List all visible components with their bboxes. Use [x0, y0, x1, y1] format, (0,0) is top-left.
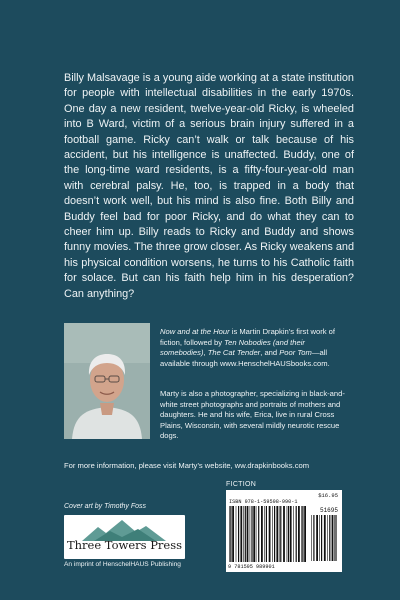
- ean-digits: 9 781595 989901: [228, 564, 275, 570]
- publisher-name: Three Towers Press: [66, 538, 183, 552]
- book-title-cat-tender: The Cat Tender: [207, 348, 261, 358]
- barcode-bar: [229, 506, 230, 562]
- barcode-bar: [261, 506, 263, 562]
- barcode-bar: [232, 506, 234, 562]
- barcode-bar: [258, 506, 259, 562]
- barcode-bar: [288, 506, 289, 562]
- bio-separator: ,: [203, 348, 208, 358]
- barcode-bar: [274, 506, 275, 562]
- barcode-bar: [335, 515, 336, 561]
- barcode-bar: [334, 515, 335, 561]
- barcode-bar: [240, 506, 242, 562]
- website-info: For more information, please visit Marty’s website, ww.drapkinbooks.com: [64, 461, 310, 470]
- barcode-bar: [266, 506, 267, 562]
- barcode-bar: [302, 506, 303, 562]
- bio-text-part: —all available through www.HenschelHAUSbooks.com.: [160, 348, 330, 368]
- barcode-bar: [304, 506, 306, 562]
- cover-art-credit: Cover art by Timothy Foss: [64, 503, 147, 510]
- book-title-now-and-at-the-hour: Now and at the Hour: [160, 327, 230, 336]
- author-photo: [64, 323, 150, 439]
- barcode-bar: [332, 515, 334, 561]
- barcode-bar: [276, 506, 278, 562]
- price-label: $16.95: [318, 492, 338, 499]
- addon-barcode-bars: [311, 515, 339, 561]
- book-title-poor-tom: Poor Tom: [279, 348, 312, 358]
- publisher-imprint: An imprint of HenschelHAUS Publishing: [64, 561, 181, 568]
- barcode-bar: [256, 506, 257, 562]
- barcode-bar: [243, 506, 244, 562]
- bio-separator: , and: [260, 348, 280, 358]
- genre-label: FICTION: [226, 481, 257, 488]
- ean-barcode-bars: [229, 506, 307, 562]
- barcode-bar: [280, 506, 281, 562]
- barcode-bar: [236, 506, 237, 562]
- barcode-bar: [251, 506, 252, 562]
- barcode-bar: [245, 506, 246, 562]
- barcode-bar: [238, 506, 239, 562]
- author-bio-personal: Marty is also a photographer, specializing in black-and-white street photographs and portraits of mothers and daughters. He and his wife, Erica, live in rural Cross Plains, Wisconsin, with several mildly neurotic rescue dogs.: [160, 389, 345, 441]
- barcode-bar: [301, 506, 302, 562]
- barcode-bar: [316, 515, 318, 561]
- isbn-label: ISBN 978-1-59598-990-1: [229, 499, 298, 505]
- barcode-bar: [329, 515, 330, 561]
- price-addon-digits: 51695: [319, 507, 338, 514]
- barcode-bar: [298, 506, 300, 562]
- mountains-icon: [64, 515, 185, 559]
- book-title-ten-nobodies: Ten Nobodies (and their somebodies): [160, 337, 305, 358]
- barcode-bar: [230, 506, 231, 562]
- barcode-bar: [311, 515, 312, 561]
- barcode-bar: [287, 506, 288, 562]
- publisher-logo: [64, 515, 185, 559]
- barcode-bar: [296, 506, 297, 562]
- barcode-bar: [247, 506, 249, 562]
- barcode-bar: [272, 506, 273, 562]
- author-bio-books: [160, 327, 340, 369]
- barcode-bar: [264, 506, 265, 562]
- barcode-bar: [321, 515, 322, 561]
- barcode-bar: [279, 506, 280, 562]
- barcode-bar: [324, 515, 326, 561]
- barcode-bar: [319, 515, 320, 561]
- barcode-bar: [293, 506, 294, 562]
- barcode-bar: [283, 506, 285, 562]
- book-synopsis: Billy Malsavage is a young aide working at a state institution for people with intellectual disabilities in the early 1970s. One day a new resident, twelve-year-old Ricky, is wheeled into B Ward, victim of a serious brain injury suffered in a football game. Ricky can’t walk or talk because of his accident, but his intelligence is unaffected. Buddy, one of the long-time ward residents, is a fifty-four-year-old man with cerebral palsy. He, too, is trapped in a body that doesn’t work well, but his mind is also fine. Both Billy and Buddy feel bad for poor Ricky, and do what they can to cheer him up. Billy reads to Ricky and Buddy and shows funny movies. The three grow closer. As Ricky weakens and his physical condition worsens, he turns to his Catholic faith for solace. But can his faith help him in his desperation? Can anything?: [64, 72, 354, 300]
- barcode-bar: [250, 506, 251, 562]
- barcode-bar: [327, 515, 328, 561]
- barcode-bar: [313, 515, 314, 561]
- barcode-bar: [269, 506, 271, 562]
- barcode-bar: [290, 506, 292, 562]
- barcode-bar: [253, 506, 255, 562]
- isbn-barcode: [226, 490, 342, 572]
- bio-text-part: is Martin Drapkin’s first work of fiction, followed by: [160, 327, 336, 347]
